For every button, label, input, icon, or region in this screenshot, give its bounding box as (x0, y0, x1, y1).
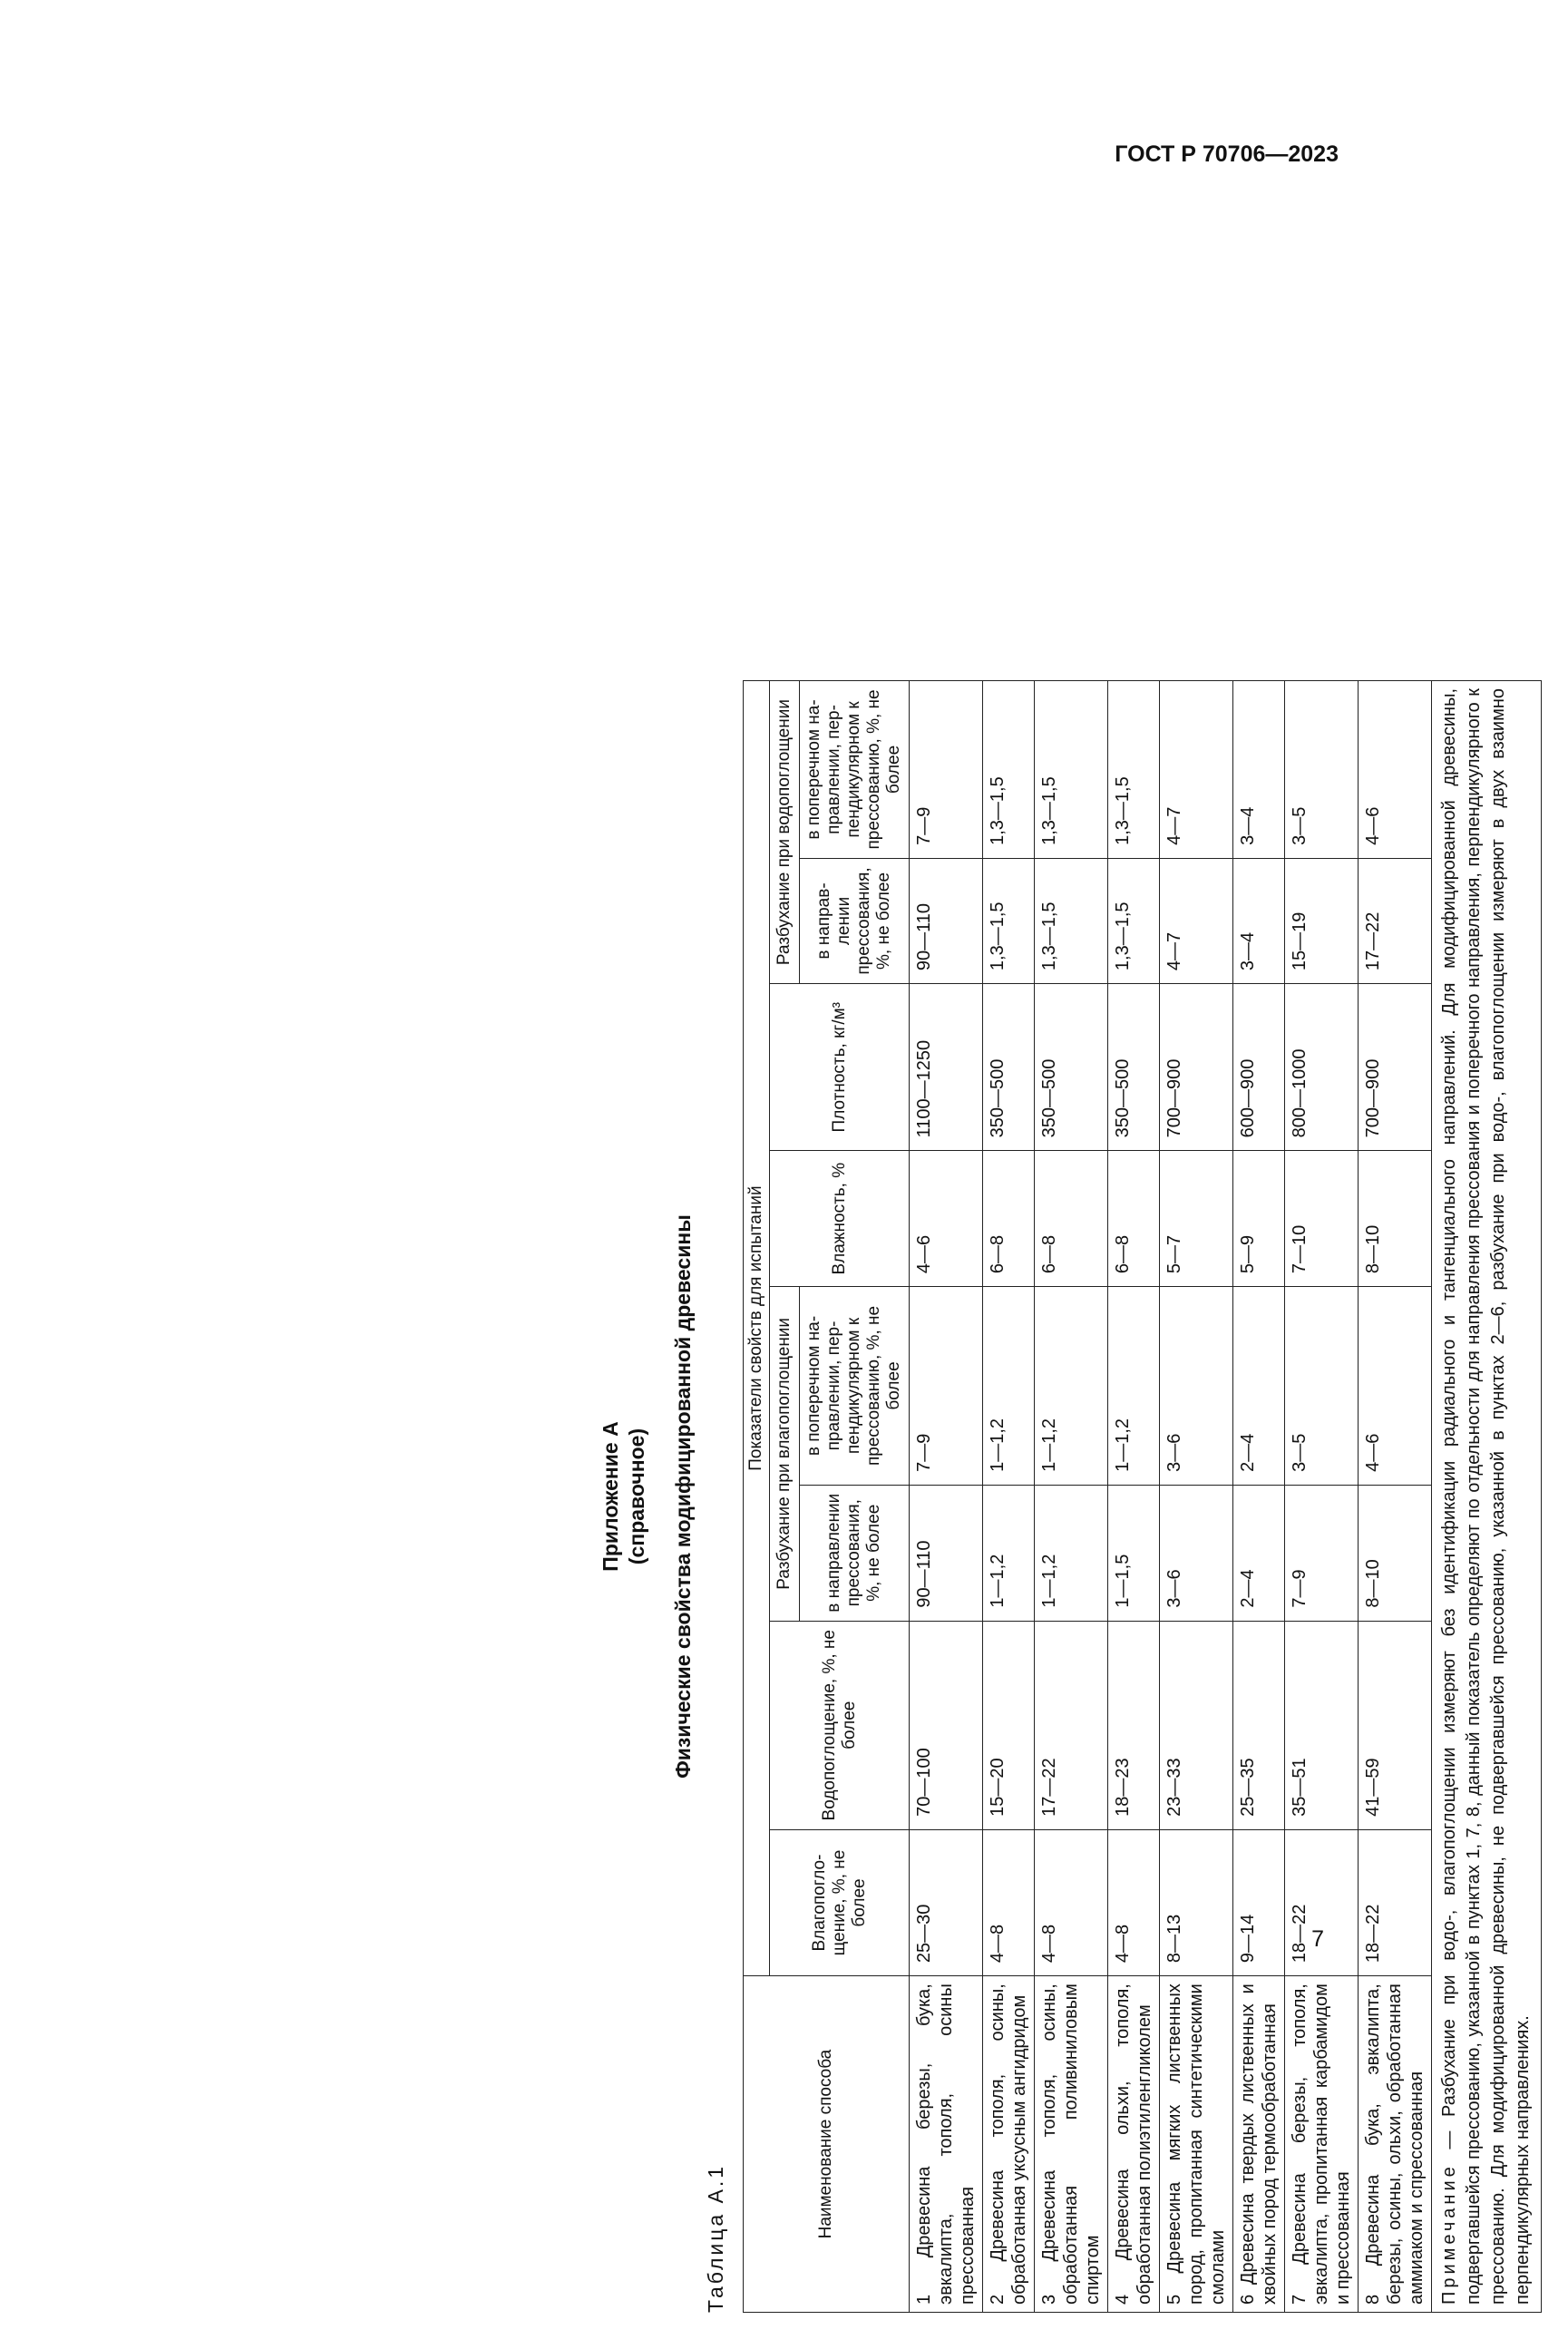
header-across-2: в поперечном направлении, перпендикулярном к прессованию, %, не более (800, 681, 910, 859)
cell-density: 700—900 (1160, 984, 1233, 1151)
cell-along-1: 1—1,2 (1035, 1485, 1108, 1621)
header-swell-water: Разбухание при водопоглощении (770, 681, 800, 984)
cell-humidity: 5—9 (1233, 1151, 1285, 1287)
note-text: — Разбухание при водо-, влагопоглощении измеряют без идентификации радиального и тангенциального направлений. Для модифицированной древесины, подвергавшейся прессованию, указанной в пунктах 1, 7, 8, данный показатель определяют по отдельности для направления прессования и поперечного направления, перпендикулярного к прессованию. Для модифицированной древесины, не подвергавшейся прессованию, указанной в пунктах 2—6, разбухание при водо-, влагопоглощении измеряют в двух взаимно перпендикулярных направлениях. (1439, 688, 1533, 2305)
row-name: 2 Древесина тополя, осины, обработанная уксусным ангидридом (983, 1976, 1035, 2313)
row-name: 1 Древесина березы, бука, эвкалипта, тополя, осины прессованная (910, 1976, 983, 2313)
table-row (1233, 681, 1285, 2313)
cell-vodo: 41—59 (1359, 1621, 1432, 1829)
header-swell-moist: Разбухание при влагопоглощении (770, 1287, 800, 1622)
header-group: Показатели свойств для испытаний (744, 681, 770, 1976)
standard-number: ГОСТ Р 70706—2023 (1115, 141, 1339, 167)
header-density: Плотность, кг/м³ (770, 984, 910, 1151)
row-name: 3 Древесина тополя, осины, обработанная поливиниловым спиртом (1035, 1976, 1108, 2313)
cell-across-2: 4—7 (1160, 681, 1233, 859)
row-name: 5 Древесина мягких лиственных пород, пропитанная синтетическими смолами (1160, 1976, 1233, 2313)
cell-density: 700—900 (1359, 984, 1432, 1151)
cell-across-2: 1,3—1,5 (1108, 681, 1160, 859)
row-name: 8 Древесина бука, эвкалипта, березы, осины, ольхи, обработанная аммиаком и спрессованная (1359, 1976, 1432, 2313)
cell-density: 600—900 (1233, 984, 1285, 1151)
cell-along-1: 2—4 (1233, 1485, 1285, 1621)
cell-across-1: 4—6 (1359, 1287, 1432, 1486)
cell-across-2: 7—9 (910, 681, 983, 859)
annex-title: Приложение А (599, 1421, 622, 1572)
cell-humidity: 8—10 (1359, 1151, 1432, 1287)
table-row (1359, 681, 1432, 2313)
properties-table (743, 680, 1542, 2313)
cell-humidity: 4—6 (910, 1151, 983, 1287)
table-row (1108, 681, 1160, 2313)
header-along-1: в направлении прессования, %, не более (800, 1485, 910, 1621)
cell-across-2: 3—5 (1285, 681, 1359, 859)
cell-density: 800—1000 (1285, 984, 1359, 1151)
table-row (1035, 681, 1108, 2313)
cell-along-1: 1—1,2 (983, 1485, 1035, 1621)
note-row (1432, 681, 1542, 2313)
cell-vlag: 9—14 (1233, 1829, 1285, 1975)
cell-vodo: 35—51 (1285, 1621, 1359, 1829)
page-number: 7 (1311, 1926, 1324, 1952)
row-name: 7 Древесина березы, тополя, эвкалипта, пропитанная карбамидом и прессованная (1285, 1976, 1359, 2313)
cell-along-1: 8—10 (1359, 1485, 1432, 1621)
cell-across-2: 4—6 (1359, 681, 1432, 859)
cell-humidity: 7—10 (1285, 1151, 1359, 1287)
header-along-2: в направлении прессования, %, не более (800, 858, 910, 983)
cell-across-1: 1—1,2 (983, 1287, 1035, 1486)
annex-heading (598, 644, 696, 2349)
cell-vlag: 25—30 (910, 1829, 983, 1975)
annex-subtitle: (справочное) (625, 1428, 648, 1565)
cell-vodo: 15—20 (983, 1621, 1035, 1829)
table-row (1160, 681, 1233, 2313)
note-label: Примечание (1439, 2163, 1459, 2305)
cell-vodo: 18—23 (1108, 1621, 1160, 1829)
cell-along-2: 1,3—1,5 (1035, 858, 1108, 983)
rotated-content (561, 644, 1568, 2349)
header-name: Наименование способа (744, 1976, 910, 2313)
header-humidity (770, 1151, 910, 1287)
humidity-label: Влажность, % (829, 1162, 849, 1275)
cell-humidity: 5—7 (1160, 1151, 1233, 1287)
cell-along-1: 3—6 (1160, 1485, 1233, 1621)
header-vodo: Водопоглощение, %, не более (770, 1621, 910, 1829)
table-note (1432, 681, 1542, 2313)
cell-along-1: 7—9 (1285, 1485, 1359, 1621)
cell-vlag: 4—8 (1108, 1829, 1160, 1975)
row-name: 4 Древесина ольхи, тополя, обработанная полиэтиленгликолем (1108, 1976, 1160, 2313)
cell-across-2: 1,3—1,5 (1035, 681, 1108, 859)
cell-humidity: 6—8 (983, 1151, 1035, 1287)
row-name: 6 Древесина твердых лиственных и хвойных пород термообработанная (1233, 1976, 1285, 2313)
cell-along-1: 90—110 (910, 1485, 983, 1621)
cell-across-1: 1—1,2 (1108, 1287, 1160, 1486)
cell-density: 350—500 (983, 984, 1035, 1151)
cell-vlag: 18—22 (1285, 1829, 1359, 1975)
cell-along-2: 1,3—1,5 (983, 858, 1035, 983)
table-row (1285, 681, 1359, 2313)
cell-across-1: 2—4 (1233, 1287, 1285, 1486)
header-vlag: Влагопоглощение, %, не более (770, 1829, 910, 1975)
cell-vlag: 8—13 (1160, 1829, 1233, 1975)
cell-vodo: 70—100 (910, 1621, 983, 1829)
cell-along-2: 1,3—1,5 (1108, 858, 1160, 983)
header-across-1: в поперечном направлении, перпендикулярном к прессованию, %, не более (800, 1287, 910, 1486)
cell-across-2: 1,3—1,5 (983, 681, 1035, 859)
cell-along-2: 4—7 (1160, 858, 1233, 983)
cell-across-1: 3—6 (1160, 1287, 1233, 1486)
cell-across-1: 3—5 (1285, 1287, 1359, 1486)
cell-vodo: 17—22 (1035, 1621, 1108, 1829)
table-row (910, 681, 983, 2313)
cell-along-2: 3—4 (1233, 858, 1285, 983)
cell-density: 350—500 (1108, 984, 1160, 1151)
cell-vodo: 23—33 (1160, 1621, 1233, 1829)
cell-density: 350—500 (1035, 984, 1108, 1151)
table-label: Таблица А.1 (704, 2163, 727, 2313)
page-title: Физические свойства модифицированной древесины (671, 1214, 695, 1779)
cell-along-1: 1—1,5 (1108, 1485, 1160, 1621)
cell-across-1: 1—1,2 (1035, 1287, 1108, 1486)
table-row (983, 681, 1035, 2313)
cell-across-2: 3—4 (1233, 681, 1285, 859)
cell-across-1: 7—9 (910, 1287, 983, 1486)
cell-vlag: 4—8 (983, 1829, 1035, 1975)
cell-along-2: 15—19 (1285, 858, 1359, 983)
cell-along-2: 17—22 (1359, 858, 1432, 983)
cell-vlag: 18—22 (1359, 1829, 1432, 1975)
cell-density: 1100—1250 (910, 984, 983, 1151)
cell-humidity: 6—8 (1108, 1151, 1160, 1287)
cell-vodo: 25—35 (1233, 1621, 1285, 1829)
cell-vlag: 4—8 (1035, 1829, 1108, 1975)
cell-along-2: 90—110 (910, 858, 983, 983)
cell-humidity: 6—8 (1035, 1151, 1108, 1287)
